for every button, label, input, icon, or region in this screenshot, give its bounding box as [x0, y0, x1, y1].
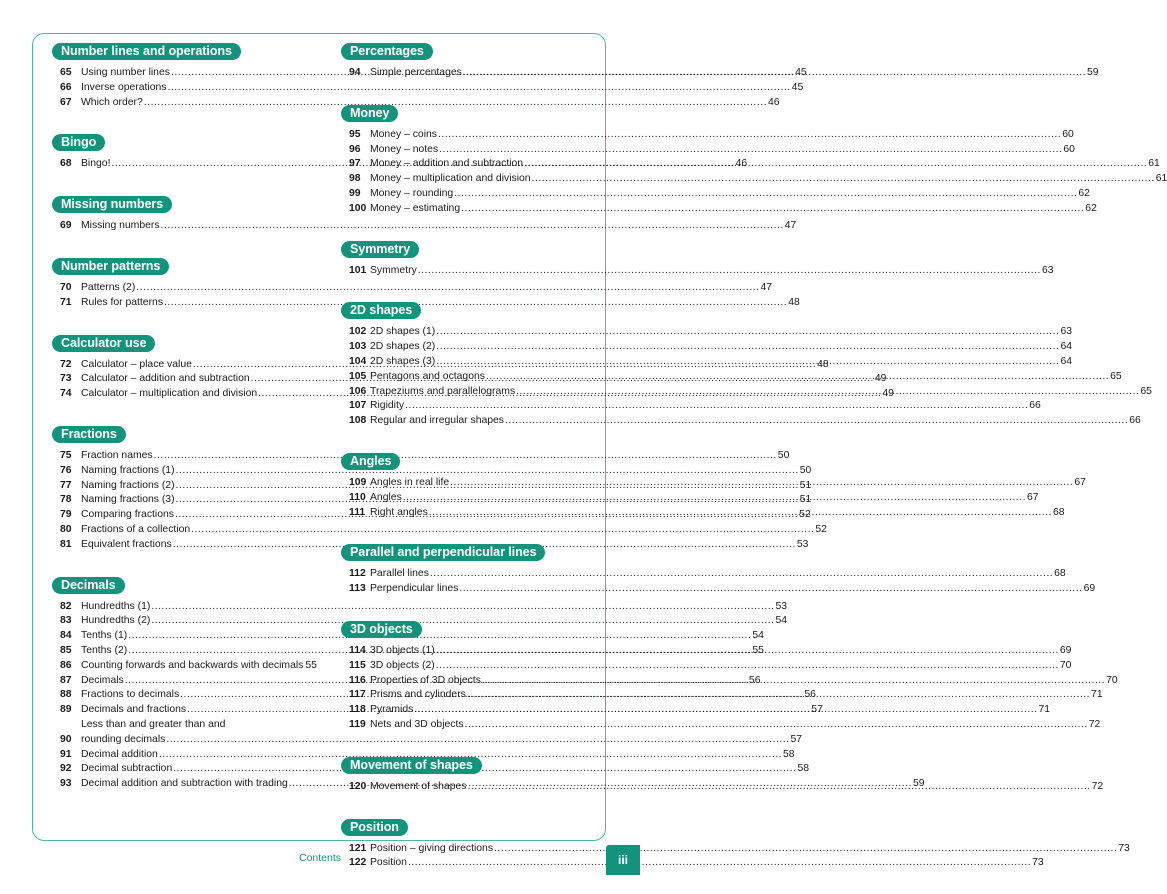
- dot-leader: [436, 355, 1059, 370]
- contents-entry[interactable]: [52, 464, 812, 479]
- entry-page: 66: [1029, 400, 1041, 412]
- entry-number: 88: [60, 689, 72, 701]
- entry-number: 115: [349, 659, 366, 671]
- entry-title-continued: rounding decimals: [81, 733, 166, 745]
- entry-title: Angles: [370, 491, 402, 503]
- entry-title: Less than and greater than and: [81, 718, 226, 730]
- entry-page: 50: [799, 464, 812, 476]
- dot-leader: [418, 264, 1041, 279]
- entry-page: 64: [1060, 355, 1073, 367]
- entry-title: Money – coins: [370, 128, 437, 140]
- entry-page: 50: [777, 449, 790, 461]
- entry-number: 70: [60, 281, 72, 293]
- entry-number: 83: [60, 615, 72, 627]
- entry-title: Symmetry: [370, 264, 417, 276]
- entry-title: Decimals: [81, 674, 124, 686]
- dot-leader: [482, 674, 1105, 689]
- contents-entry[interactable]: [52, 748, 795, 763]
- entry-page: 48: [817, 358, 829, 370]
- entry-title: 2D shapes (3): [370, 355, 436, 367]
- entry-title: 3D objects (2): [370, 659, 435, 671]
- entry-number: 74: [60, 388, 72, 400]
- entry-title: Regular and irregular shapes: [370, 415, 505, 427]
- contents-entry[interactable]: [341, 582, 1096, 597]
- entry-title: Decimals and fractions: [81, 704, 187, 716]
- entry-title: Perpendicular lines: [370, 583, 459, 595]
- contents-section: [341, 240, 1054, 279]
- entry-title: Calculator – addition and subtraction: [81, 373, 250, 385]
- entry-title: 2D shapes (1): [370, 326, 436, 338]
- entry-number: 122: [349, 857, 367, 869]
- entry-number: 96: [349, 143, 361, 155]
- entry-page: 72: [1088, 718, 1101, 730]
- entry-number: 91: [60, 748, 72, 760]
- footer-label: Contents: [298, 852, 342, 864]
- contents-entry[interactable]: [52, 600, 788, 615]
- entry-page: 46: [767, 96, 780, 108]
- contents-entry[interactable]: [341, 172, 1167, 187]
- entry-number: 97: [349, 158, 361, 170]
- contents-entry[interactable]: [52, 523, 827, 538]
- entry-page: 64: [1060, 341, 1073, 353]
- contents-entry[interactable]: [341, 718, 1101, 733]
- section-heading: Bingo: [52, 134, 105, 151]
- entry-number: 71: [60, 296, 72, 308]
- entry-title: Pyramids: [370, 704, 414, 716]
- entry-page: 70: [1106, 674, 1118, 686]
- dot-leader: [459, 582, 1082, 597]
- section-heading: 2D shapes: [341, 302, 421, 319]
- dot-leader: [436, 325, 1059, 340]
- entry-title: Rules for patterns: [81, 296, 164, 308]
- entry-page: 47: [784, 220, 797, 232]
- dot-leader: [439, 143, 1062, 158]
- entry-number: 92: [60, 763, 72, 775]
- section-heading: Number patterns: [52, 258, 169, 275]
- entry-title: Prisms and cylinders: [370, 689, 466, 701]
- entry-number: 108: [349, 415, 367, 427]
- entry-number: 94: [349, 67, 361, 78]
- section-heading: 3D objects: [341, 621, 422, 638]
- entry-number: 75: [60, 449, 72, 461]
- contents-entry[interactable]: [341, 659, 1072, 674]
- entry-page: 60: [1063, 143, 1075, 155]
- entry-page: 46: [735, 158, 748, 170]
- entry-number: 86: [60, 659, 72, 671]
- entry-number: 100: [349, 202, 367, 214]
- dot-leader: [505, 414, 1128, 429]
- page-number-tab: [606, 845, 640, 875]
- entry-page: 68: [1054, 568, 1066, 580]
- dot-leader: [461, 202, 1084, 217]
- entry-title: Tenths (2): [81, 644, 128, 656]
- page-number: iii: [617, 853, 628, 867]
- dot-leader: [463, 66, 1086, 81]
- dot-leader: [429, 506, 1052, 521]
- entry-page: 53: [796, 538, 809, 550]
- entry-page: 55: [752, 644, 764, 656]
- entry-title: Patterns (2): [81, 281, 136, 293]
- dot-leader: [467, 780, 1090, 795]
- entry-page: 65: [1110, 370, 1122, 382]
- entry-page: 56: [748, 674, 761, 686]
- entry-number: 65: [60, 67, 72, 78]
- entry-page: 57: [790, 733, 803, 745]
- entry-number: 89: [60, 704, 72, 716]
- dot-leader: [436, 340, 1059, 355]
- entry-number: 118: [349, 704, 366, 716]
- entry-page: 48: [788, 296, 800, 308]
- entry-page: 45: [795, 67, 807, 78]
- entry-page: 51: [799, 494, 812, 506]
- contents-entry[interactable]: [52, 96, 780, 111]
- entry-number: 80: [60, 523, 72, 535]
- entry-number: 107: [349, 400, 367, 412]
- entry-page: 68: [1052, 506, 1065, 518]
- entry-number: 79: [60, 509, 72, 521]
- entry-page: 54: [752, 630, 764, 642]
- entry-page: 58: [797, 763, 809, 775]
- entry-page: 73: [1118, 842, 1130, 854]
- section-heading: Calculator use: [52, 335, 155, 352]
- section-heading: Money: [341, 105, 398, 122]
- entry-number: 109: [349, 476, 367, 488]
- entry-number: 102: [349, 326, 367, 338]
- entry-title: Which order?: [81, 96, 143, 108]
- section-heading: Fractions: [52, 426, 126, 443]
- entry-title: Decimal subtraction: [81, 763, 173, 775]
- entry-title: Counting forwards and backwards with decimals: [81, 659, 304, 671]
- entry-page: 63: [1041, 264, 1054, 276]
- entry-number: 84: [60, 630, 72, 642]
- entry-title: Money – notes: [370, 143, 439, 155]
- entry-title: Fractions to decimals: [81, 689, 180, 701]
- entry-page: 55: [305, 659, 317, 671]
- contents-entry[interactable]: [341, 325, 1073, 340]
- contents-entry[interactable]: [341, 414, 1141, 429]
- entry-number: 106: [349, 385, 367, 397]
- dot-leader: [405, 399, 1028, 414]
- section-heading: Parallel and perpendicular lines: [341, 544, 545, 561]
- section-heading: Movement of shapes: [341, 757, 482, 774]
- entry-number: 104: [349, 355, 367, 367]
- entry-title: Money – multiplication and division: [370, 173, 531, 185]
- entry-title: Parallel lines: [370, 568, 429, 580]
- contents-entry[interactable]: [52, 219, 797, 234]
- entry-title: Decimal addition and subtraction with trading: [81, 778, 288, 790]
- entry-page: 71: [1038, 704, 1051, 716]
- entry-title: Calculator – multiplication and division: [81, 388, 258, 400]
- entry-page: 63: [1060, 326, 1073, 338]
- entry-title: Position: [370, 857, 407, 869]
- entry-page: 52: [815, 523, 827, 535]
- contents-entry[interactable]: [341, 128, 1074, 143]
- entry-page: 62: [1078, 187, 1090, 199]
- dot-leader: [524, 157, 1147, 172]
- entry-title: Hundredths (1): [81, 600, 151, 612]
- entry-page: 72: [1091, 780, 1104, 792]
- entry-number: 68: [60, 158, 72, 170]
- entry-number: 73: [60, 373, 72, 385]
- entry-number: 95: [349, 128, 361, 140]
- entry-page: 58: [783, 748, 795, 760]
- entry-number: 112: [349, 568, 366, 580]
- entry-number: 93: [60, 778, 72, 790]
- entry-title: Movement of shapes: [370, 780, 467, 792]
- entry-number: 66: [60, 81, 72, 93]
- entry-page: 49: [874, 373, 887, 385]
- contents-entry[interactable]: [52, 281, 773, 296]
- entry-page: 49: [882, 388, 894, 400]
- dot-leader: [438, 128, 1061, 143]
- entry-title: Decimal addition: [81, 748, 158, 760]
- contents-entry[interactable]: [341, 143, 1075, 158]
- entry-number: 78: [60, 494, 72, 506]
- entry-page: 53: [775, 600, 788, 612]
- contents-entry[interactable]: [341, 187, 1090, 202]
- dot-leader: [430, 567, 1053, 582]
- entry-page: 65: [1140, 385, 1152, 397]
- entry-number: 87: [60, 674, 72, 686]
- entry-page: 69: [1059, 644, 1072, 656]
- entry-title: Position – giving directions: [370, 842, 494, 854]
- section-heading: Position: [341, 819, 408, 836]
- entry-number: 119: [349, 718, 366, 730]
- entry-page: 57: [811, 704, 823, 716]
- entry-page: 52: [799, 509, 811, 521]
- entry-page: 67: [1074, 476, 1086, 488]
- dot-leader: [532, 172, 1155, 187]
- entry-page: 56: [804, 689, 816, 701]
- dot-leader: [465, 718, 1088, 733]
- entry-page: 60: [1062, 128, 1074, 140]
- entry-page: 67: [1026, 491, 1039, 503]
- entry-page: 59: [912, 778, 925, 790]
- entry-number: 116: [349, 674, 366, 686]
- entry-page: 47: [760, 281, 773, 293]
- entry-title: Right angles: [370, 506, 428, 518]
- contents-entry[interactable]: [341, 399, 1041, 414]
- contents-entry[interactable]: [341, 340, 1073, 355]
- entry-title: Money – rounding: [370, 187, 454, 199]
- entry-number: 72: [60, 358, 72, 370]
- section-heading: Number lines and operations: [52, 43, 241, 60]
- dot-leader: [414, 703, 1037, 718]
- entry-number: 99: [349, 187, 361, 199]
- entry-title: Properties of 3D objects: [370, 674, 481, 686]
- entry-number: 121: [349, 842, 367, 854]
- entry-title: Bingo!: [81, 158, 111, 170]
- entry-number: 98: [349, 173, 361, 185]
- entry-number: 117: [349, 689, 366, 701]
- entry-title: 3D objects (1): [370, 644, 435, 656]
- contents-entry[interactable]: [52, 659, 317, 674]
- section-heading: Angles: [341, 453, 400, 470]
- dot-leader: [450, 476, 1073, 491]
- entry-number: 81: [60, 538, 72, 550]
- dot-leader: [436, 659, 1059, 674]
- contents-entry[interactable]: [341, 264, 1054, 279]
- entry-title: Tenths (1): [81, 630, 128, 642]
- entry-number: 101: [349, 264, 367, 276]
- entry-title: Naming fractions (1): [81, 464, 175, 476]
- dot-leader: [436, 644, 1059, 659]
- entry-title: Angles in real life: [370, 476, 450, 488]
- dot-leader: [467, 688, 1090, 703]
- dot-leader: [403, 491, 1026, 506]
- entry-page: 51: [799, 479, 812, 491]
- section-heading: Symmetry: [341, 241, 419, 258]
- entry-page: 73: [1032, 857, 1044, 869]
- entry-title: Comparing fractions: [81, 509, 174, 521]
- entry-title: Trapeziums and parallelograms: [370, 385, 516, 397]
- dot-leader: [486, 370, 1109, 385]
- contents-entry[interactable]: [341, 567, 1066, 582]
- entry-title: Naming fractions (2): [81, 479, 175, 491]
- entry-page: 71: [1091, 689, 1103, 701]
- entry-title: 2D shapes (2): [370, 341, 436, 353]
- entry-number: 105: [349, 370, 367, 382]
- entry-number: 69: [60, 220, 72, 232]
- contents-entry[interactable]: [52, 629, 764, 644]
- entry-page: 70: [1059, 659, 1072, 671]
- contents-entry[interactable]: [52, 81, 804, 96]
- entry-page: 69: [1083, 583, 1096, 595]
- entry-number: 76: [60, 464, 72, 476]
- entry-page: 54: [775, 615, 788, 627]
- entry-number: 67: [60, 96, 72, 108]
- entry-title: Calculator – place value: [81, 358, 192, 370]
- dot-leader: [516, 385, 1139, 400]
- entry-number: 103: [349, 341, 367, 353]
- entry-title: Hundredths (2): [81, 615, 151, 627]
- entry-page: 45: [791, 81, 804, 93]
- entry-number: 113: [349, 583, 366, 595]
- entry-title: Naming fractions (3): [81, 494, 175, 506]
- entry-number: 82: [60, 600, 72, 612]
- entry-page: 61: [1155, 173, 1167, 185]
- entry-number: 90: [60, 733, 72, 745]
- entry-page: 61: [1148, 158, 1160, 170]
- contents-entry[interactable]: [341, 202, 1097, 217]
- entry-number: 111: [349, 506, 366, 518]
- entry-title: Fractions of a collection: [81, 523, 191, 535]
- entry-title: Inverse operations: [81, 81, 167, 93]
- entry-number: 110: [349, 491, 366, 503]
- entry-title: Money – estimating: [370, 202, 461, 214]
- entry-page: 62: [1085, 202, 1097, 214]
- entry-number: 77: [60, 479, 72, 491]
- entry-title: Fraction names: [81, 449, 153, 461]
- section-heading: Percentages: [341, 43, 433, 60]
- entry-number: 85: [60, 644, 72, 656]
- entry-number: 114: [349, 644, 366, 656]
- entry-title: Missing numbers: [81, 220, 160, 232]
- section-heading: Decimals: [52, 577, 125, 594]
- entry-title: Money – addition and subtraction: [370, 158, 524, 170]
- entry-page: 66: [1129, 415, 1141, 427]
- entry-number: 120: [349, 780, 367, 792]
- entry-title: Simple percentages: [370, 67, 462, 78]
- entry-title: Using number lines: [81, 67, 170, 78]
- entry-title: Nets and 3D objects: [370, 718, 464, 730]
- entry-title: Equivalent fractions: [81, 538, 172, 550]
- entry-title: Rigidity: [370, 400, 405, 412]
- dot-leader: [454, 187, 1077, 202]
- entry-title: Pentagons and octagons: [370, 370, 485, 382]
- entry-page: 59: [1087, 67, 1099, 78]
- section-heading: Missing numbers: [52, 196, 172, 213]
